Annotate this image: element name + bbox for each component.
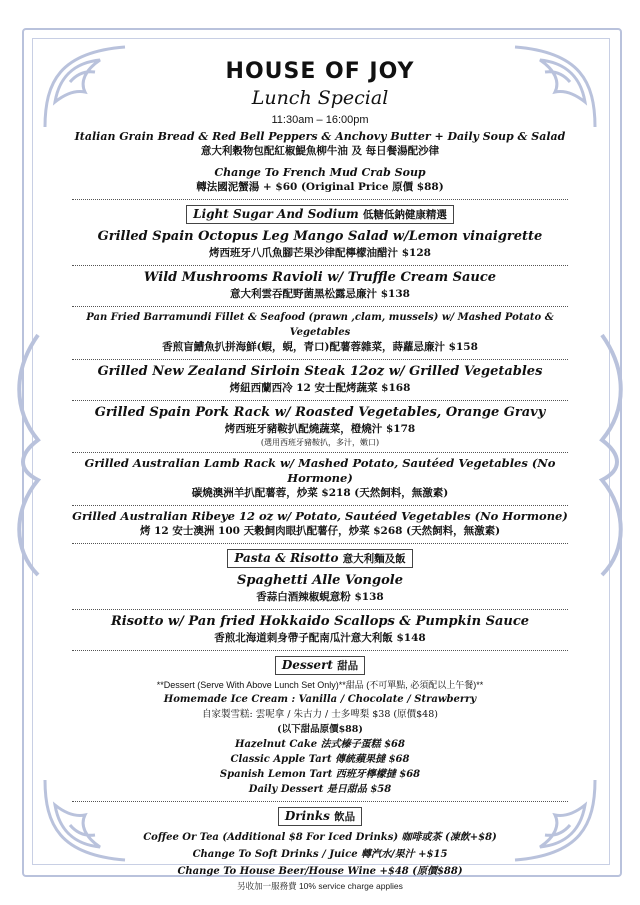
side-ornament-right (592, 330, 632, 580)
main-item-en: Grilled Spain Pork Rack w/ Roasted Vegetables, Orange Gravy (94, 405, 546, 420)
side-ornament-left (8, 330, 48, 580)
divider (72, 543, 568, 544)
main-item-en: Wild Mushrooms Ravioli w/ Truffle Cream Sauce (143, 270, 497, 285)
divider (72, 265, 568, 266)
main-item-zh: 意大利雲吞配野菌黑松露忌廉汁 $138 (230, 288, 410, 300)
dessert-item: Hazelnut Cake 法式榛子蛋糕 $68 (235, 739, 405, 750)
service-hours: 11:30am – 16:00pm (271, 114, 369, 126)
intro-upgrade-zh: 轉法國泥蟹湯 + $60 (Original Price 原價 $88) (196, 181, 444, 193)
drink-item: Change To House Beer/House Wine +$48 (原價$88) (177, 866, 463, 877)
divider (72, 452, 568, 453)
dessert-price-note: (以下甜品原價$88) (277, 724, 363, 735)
pasta-item-zh: 香煎北海道刺身帶子配南瓜汁意大利飯 $148 (214, 632, 426, 644)
restaurant-title: HOUSE OF JOY (225, 59, 415, 84)
main-item-en: Grilled Australian Lamb Rack w/ Mashed Potato, Sautéed Vegetables (No Hormone) (84, 456, 556, 485)
main-item-zh: 烤西班牙豬鞍扒配燒蔬菜，橙燒汁 $178 (224, 423, 416, 435)
menu-subtitle: Lunch Special (251, 87, 389, 109)
main-item (62, 404, 578, 448)
divider (72, 400, 568, 401)
main-item-zh: 烤西班牙八爪魚腳芒果沙律配檸檬油醋汁 $128 (209, 247, 431, 259)
service-charge-footer: 另收加一服務費 10% service charge applies (237, 881, 403, 891)
main-item-zh: 烤紐西蘭西冷 12 安士配烤蔬菜 $168 (229, 382, 411, 394)
section-dessert-heading (275, 656, 365, 675)
main-item (62, 509, 578, 539)
menu-content (62, 58, 578, 880)
divider (72, 609, 568, 610)
drink-item: Change To Soft Drinks / Juice 轉汽水/果汁 +$15 (192, 849, 448, 860)
main-item-en: Grilled New Zealand Sirloin Steak 12oz w/ Grilled Vegetables (97, 364, 543, 379)
section-light-zh: 低糖低鈉健康精選 (362, 209, 447, 221)
main-item-zh: 碳燒澳洲羊扒配薯蓉，炒菜 $218 (天然飼料，無激素) (191, 487, 449, 499)
section-drinks-heading (278, 807, 362, 826)
divider (72, 306, 568, 307)
main-item-en: Pan Fried Barramundi Fillet & Seafood (prawn ,clam, mussels) w/ Mashed Potato & Vegetables (86, 312, 554, 338)
intro-en: Italian Grain Bread & Red Bell Peppers & Anchovy Butter + Daily Soup & Salad (74, 130, 566, 143)
divider (72, 801, 568, 802)
section-dessert-zh: 甜品 (337, 660, 359, 672)
main-item (62, 269, 578, 302)
main-item (62, 228, 578, 261)
dessert-item: Spanish Lemon Tart 西班牙檸檬撻 $68 (219, 769, 421, 780)
pasta-item (62, 572, 578, 605)
intro-zh: 意大利穀物包配紅椒鯷魚柳牛油 及 每日餐湯配沙律 (200, 145, 440, 157)
drink-item: Coffee Or Tea (Additional $8 For Iced Drinks) 咖啡或茶 (凍飲+$8) (143, 832, 497, 843)
main-item-zh: 烤 12 安士澳洲 100 天穀飼肉眼扒配薯仔，炒菜 $268 (天然飼料，無激素) (139, 525, 501, 537)
intro-upgrade-en: Change To French Mud Crab Soup (214, 166, 426, 179)
pasta-item-zh: 香蒜白酒辣椒蜆意粉 $138 (256, 591, 384, 603)
dessert-item: Classic Apple Tart 傳統蘋果撻 $68 (230, 754, 410, 765)
main-item-en: Grilled Spain Octopus Leg Mango Salad w/Lemon vinaigrette (97, 229, 543, 244)
section-light-heading (186, 205, 454, 224)
pasta-item (62, 613, 578, 646)
section-drinks-zh: 飲品 (334, 811, 356, 823)
divider (72, 505, 568, 506)
section-pasta-en: Pasta & Risotto (234, 551, 339, 565)
main-item (62, 310, 578, 355)
dessert-note: **Dessert (Serve With Above Lunch Set Only)**甜品 (不可單點, 必須配以上午餐)** (156, 680, 484, 690)
section-light-en: Light Sugar And Sodium (193, 207, 359, 221)
pasta-item-en: Spaghetti Alle Vongole (237, 573, 403, 588)
ice-cream-zh: 自家製雪糕: 雲呢拿 / 朱古力 / 士多啤梨 $38 (原價$48) (202, 709, 438, 720)
ice-cream-en: Homemade Ice Cream : Vanilla / Chocolate / Strawberry (163, 694, 477, 705)
main-item-en: Grilled Australian Ribeye 12 oz w/ Potato, Sautéed Vegetables (No Hormone) (72, 509, 568, 523)
divider (72, 359, 568, 360)
pasta-item-en: Risotto w/ Pan fried Hokkaido Scallops & Pumpkin Sauce (110, 614, 530, 629)
section-drinks-en: Drinks (284, 809, 330, 823)
section-dessert-en: Dessert (281, 658, 333, 672)
main-item-zh: 香煎盲鰽魚扒拼海鮮(蝦，蜆，青口)配薯蓉雜菜，蒔蘿忌廉汁 $158 (162, 341, 478, 353)
main-item-note: (選用西班牙豬鞍扒，多汁，嫩口) (260, 438, 380, 447)
section-pasta-heading (227, 549, 412, 568)
divider (72, 199, 568, 200)
dessert-item: Daily Dessert 是日甜品 $58 (248, 784, 392, 795)
main-item (62, 456, 578, 501)
section-pasta-zh: 意大利麵及飯 (342, 553, 406, 565)
divider (72, 650, 568, 651)
main-item (62, 363, 578, 396)
